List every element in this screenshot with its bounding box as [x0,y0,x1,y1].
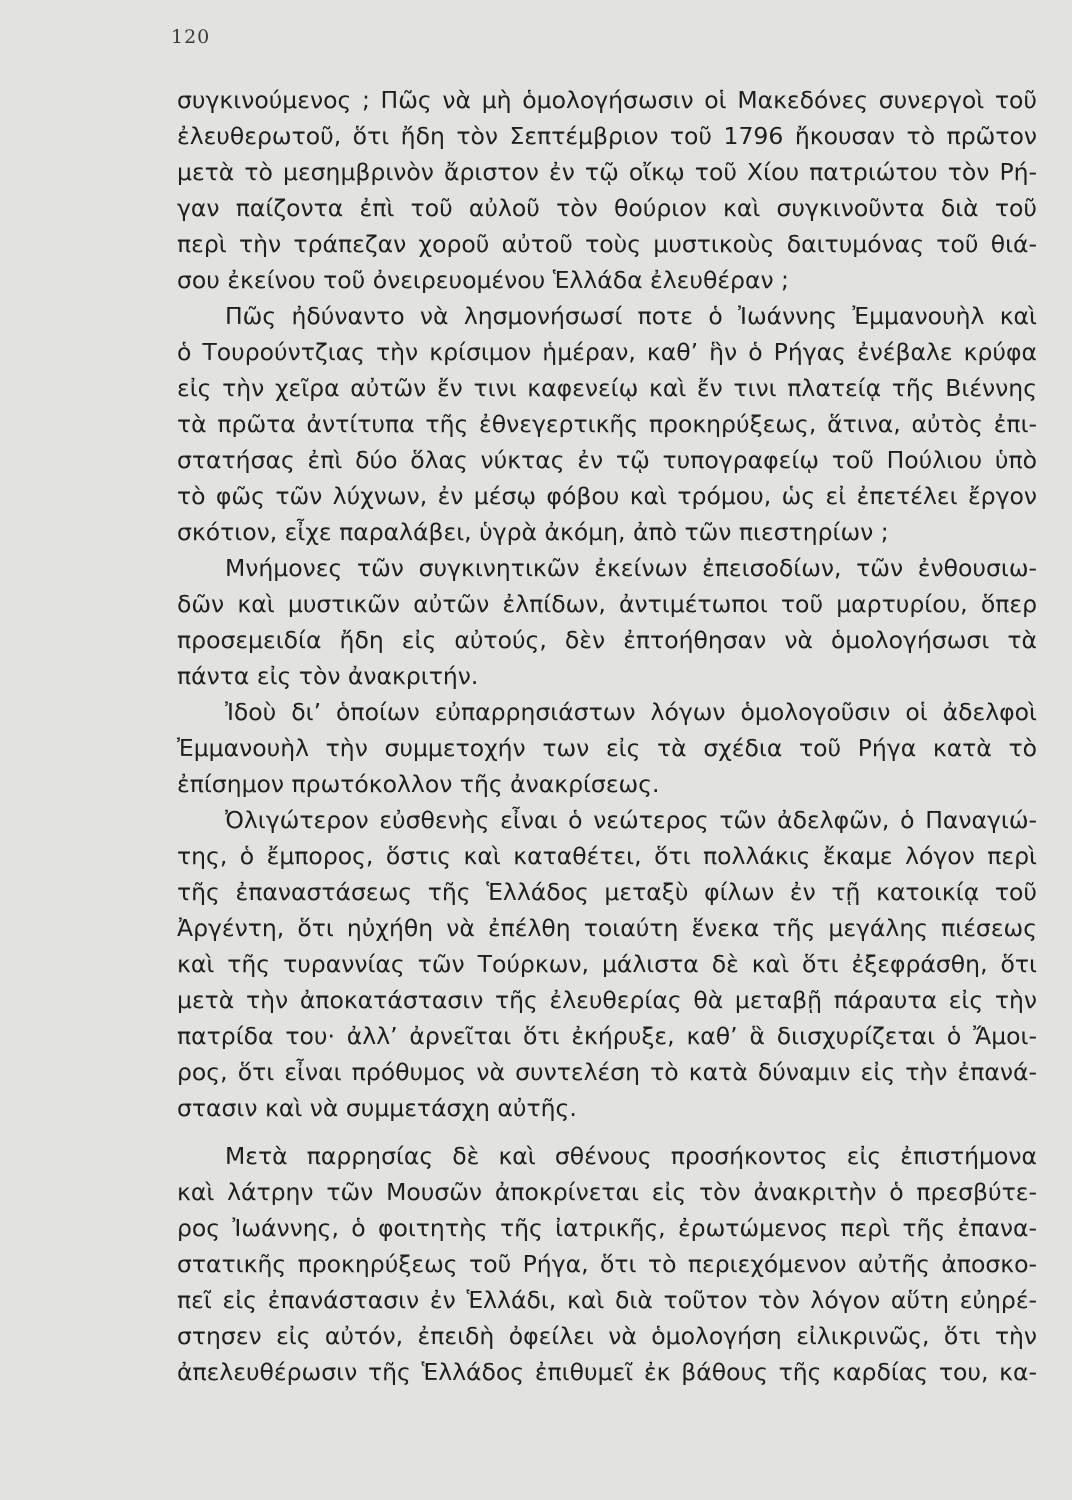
paragraph-3 [177,550,1037,694]
page-number: 120 [171,26,211,48]
text-line: Μετὰ παρρησίας δὲ καὶ σθένους προσήκοντος εἰς ἐπιστήμονα [225,1142,1037,1170]
text-line: ὁ Τουρούντζιας τὴν κρίσιμον ἡμέραν, καθ’ ἣν ὁ Ρήγας ἐνέβαλε κρύφα [177,338,1037,366]
text-line: πατρίδα του· ἀλλ’ ἀρνεῖται ὅτι ἐκήρυξε, καθ’ ἃ διισχυρίζεται ὁ Ἄμοι- [177,1022,1037,1050]
text-line: Ἐμμανουὴλ τὴν συμμετοχήν των εἰς τὰ σχέδια τοῦ Ρήγα κατὰ τὸ [177,734,1037,762]
text-line: στησεν εἰς αὐτόν, ἐπειδὴ ὀφείλει νὰ ὁμολογήση εἰλικρινῶς, ὅτι τὴν [177,1322,1037,1350]
paragraph-4 [177,694,1037,802]
text-line: συγκινούμενος ; Πῶς νὰ μὴ ὁμολογήσωσιν οἱ Μακεδόνες συνεργοὶ τοῦ [177,86,1037,114]
text-line: μετὰ τὴν ἀποκατάστασιν τῆς ἐλευθερίας θὰ μεταβῇ πάραυτα εἰς τὴν [177,986,1037,1014]
text-line: στατικῆς προκηρύξεως τοῦ Ρήγα, ὅτι τὸ περιεχόμενον αὐτῆς ἀποσκο- [177,1250,1037,1278]
text-line: πεῖ εἰς ἐπανάστασιν ἐν Ἑλλάδι, καὶ διὰ τοῦτον τὸν λόγον αὕτη εὐηρέ- [177,1286,1037,1314]
text-line: δῶν καὶ μυστικῶν αὐτῶν ἐλπίδων, ἀντιμέτωποι τοῦ μαρτυρίου, ὅπερ [177,590,1037,618]
text-line: σκότιον, εἶχε παραλάβει, ὑγρὰ ἀκόμη, ἀπὸ τῶν πιεστηρίων ; [177,518,889,546]
paragraph-2 [177,298,1037,550]
text-line: πάντα εἰς τὸν ἀνακριτήν. [177,662,479,690]
text-line: ἐπίσημον πρωτόκολλον τῆς ἀνακρίσεως. [177,770,660,798]
text-line: Ἀργέντη, ὅτι ηὐχήθη νὰ ἐπέλθη τοιαύτη ἕνεκα τῆς μεγάλης πιέσεως [177,914,1037,942]
text-line: Μνήμονες τῶν συγκινητικῶν ἐκείνων ἐπεισοδίων, τῶν ἐνθουσιω- [225,554,1037,582]
text-line: της, ὁ ἔμπορος, ὅστις καὶ καταθέτει, ὅτι πολλάκις ἔκαμε λόγον περὶ [177,842,1037,870]
paragraph-1 [177,82,1037,298]
text-line: ἐλευθερωτοῦ, ὅτι ἤδη τὸν Σεπτέμβριον τοῦ 1796 ἤκουσαν τὸ πρῶτον [177,122,1037,150]
text-line: ρος, ὅτι εἶναι πρόθυμος νὰ συντελέση τὸ κατὰ δύναμιν εἰς τὴν ἐπανά- [177,1058,1037,1086]
text-line: τὸ φῶς τῶν λύχνων, ἐν μέσῳ φόβου καὶ τρόμου, ὡς εἰ ἐπετέλει ἔργον [177,482,1037,510]
paragraph-5 [177,802,1037,1126]
text-line: τῆς ἐπαναστάσεως τῆς Ἑλλάδος μεταξὺ φίλων ἐν τῇ κατοικίᾳ τοῦ [177,878,1037,906]
paragraph-gap [177,1126,1037,1138]
text-line: ἀπελευθέρωσιν τῆς Ἑλλάδος ἐπιθυμεῖ ἐκ βάθους τῆς καρδίας του, κα- [177,1358,1037,1386]
body-text [177,82,1037,1390]
text-line: καὶ λάτρην τῶν Μουσῶν ἀποκρίνεται εἰς τὸν ἀνακριτὴν ὁ πρεσβύτε- [177,1178,1037,1206]
text-line: στατήσας ἐπὶ δύο ὅλας νύκτας ἐν τῷ τυπογραφείῳ τοῦ Πούλιου ὑπὸ [177,446,1037,474]
text-line: τὰ πρῶτα ἀντίτυπα τῆς ἐθνεγερτικῆς προκηρύξεως, ἅτινα, αὐτὸς ἐπι- [177,410,1037,438]
text-line: Ἰδοὺ δι’ ὁποίων εὐπαρρησιάστων λόγων ὁμολογοῦσιν οἱ ἀδελφοὶ [225,698,1037,726]
text-line: περὶ τὴν τράπεζαν χοροῦ αὐτοῦ τοὺς μυστικοὺς δαιτυμόνας τοῦ θιά- [177,230,1037,258]
text-line: ρος Ἰωάννης, ὁ φοιτητὴς τῆς ἰατρικῆς, ἐρωτώμενος περὶ τῆς ἐπανα- [177,1214,1037,1242]
text-line: εἰς τὴν χεῖρα αὐτῶν ἔν τινι καφενείῳ καὶ ἔν τινι πλατείᾳ τῆς Βιέννης [177,374,1037,402]
text-line: Ὀλιγώτερον εὐσθενὴς εἶναι ὁ νεώτερος τῶν ἀδελφῶν, ὁ Παναγιώ- [225,806,1037,834]
text-line: μετὰ τὸ μεσημβρινὸν ἄριστον ἐν τῷ οἴκῳ τοῦ Χίου πατριώτου τὸν Ρή- [177,158,1037,186]
text-line: Πῶς ἠδύναντο νὰ λησμονήσωσί ποτε ὁ Ἰωάννης Ἐμμανουὴλ καὶ [225,302,1037,330]
text-line: στασιν καὶ νὰ συμμετάσχη αὐτῆς. [177,1094,577,1122]
text-line: γαν παίζοντα ἐπὶ τοῦ αὐλοῦ τὸν θούριον καὶ συγκινοῦντα διὰ τοῦ [177,194,1037,222]
text-line: καὶ τῆς τυραννίας τῶν Τούρκων, μάλιστα δὲ καὶ ὅτι ἐξεφράσθη, ὅτι [177,950,1037,978]
paragraph-6 [177,1138,1037,1390]
text-line: προσεμειδία ἤδη εἰς αὐτούς, δὲν ἐπτοήθησαν νὰ ὁμολογήσωσι τὰ [177,626,1037,654]
text-line: σου ἐκείνου τοῦ ὀνειρευομένου Ἑλλάδα ἐλευθέραν ; [177,266,789,294]
